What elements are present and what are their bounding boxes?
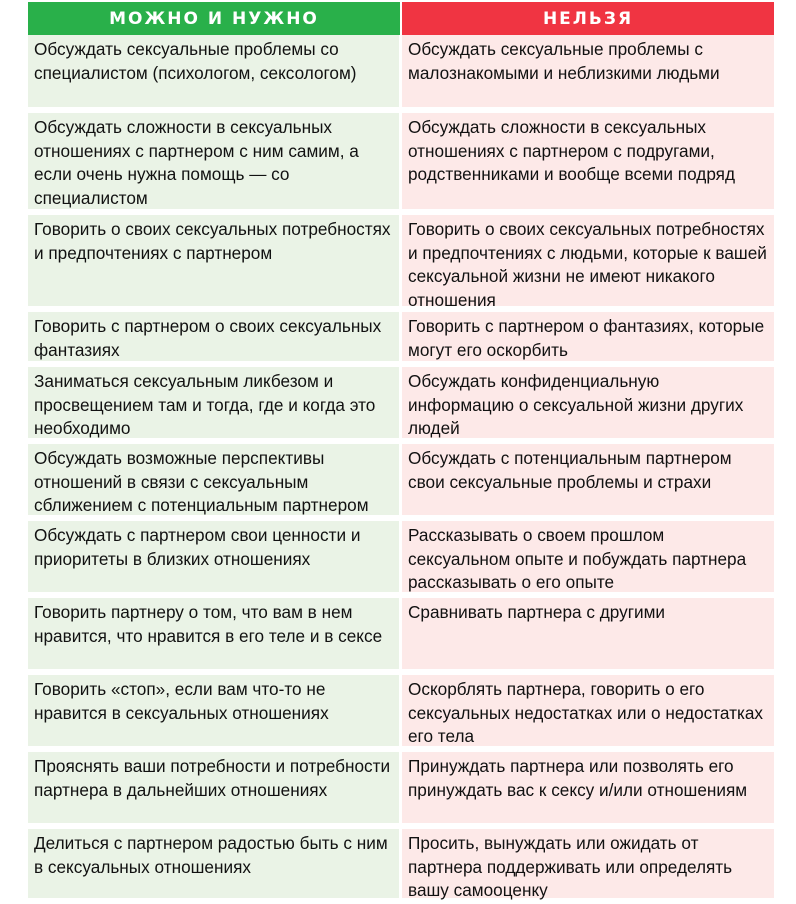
forbidden-cell: Говорить с партнером о фантазиях, которые могут его оскорбить: [402, 312, 774, 367]
forbidden-cell: Обсуждать сексуальные проблемы с малознакомыми и неблизкими людьми: [402, 35, 774, 113]
allowed-cell: Говорить о своих сексуальных потребностях и предпочтениях с партнером: [28, 215, 402, 312]
forbidden-cell: Рассказывать о своем прошлом сексуальном опыте и побуждать партнера рассказывать о его опыте: [402, 521, 774, 598]
forbidden-cell: Принуждать партнера или позволять его принуждать вас к сексу и/или отношениям: [402, 752, 774, 829]
allowed-cell: Говорить партнеру о том, что вам в нем нравится, что нравится в его теле и в сексе: [28, 598, 402, 675]
header-forbidden: НЕЛЬЗЯ: [402, 2, 774, 35]
comparison-table: [28, 2, 774, 904]
allowed-cell: Обсуждать с партнером свои ценности и приоритеты в близких отношениях: [28, 521, 402, 598]
forbidden-cell: Обсуждать конфиденциальную информацию о сексуальной жизни других людей: [402, 367, 774, 444]
header-allowed: МОЖНО И НУЖНО: [28, 2, 402, 35]
forbidden-cell: Обсуждать с потенциальным партнером свои сексуальные проблемы и страхи: [402, 444, 774, 521]
allowed-cell: Говорить «стоп», если вам что-то не нравится в сексуальных отношениях: [28, 675, 402, 752]
allowed-cell: Говорить с партнером о своих сексуальных фантазиях: [28, 312, 402, 367]
forbidden-cell: Говорить о своих сексуальных потребностях и предпочтениях с людьми, которые к вашей сексуальной жизни не имеют никакого отношения: [402, 215, 774, 312]
allowed-cell: Обсуждать сексуальные проблемы со специалистом (психологом, сексологом): [28, 35, 402, 113]
allowed-cell: Обсуждать возможные перспективы отношений в связи с сексуальным сближением с потенциальным партнером: [28, 444, 402, 521]
forbidden-cell: Сравнивать партнера с другими: [402, 598, 774, 675]
forbidden-cell: Просить, вынуждать или ожидать от партнера поддерживать или определять вашу самооценку: [402, 829, 774, 904]
allowed-cell: Заниматься сексуальным ликбезом и просвещением там и тогда, где и когда это необходимо: [28, 367, 402, 444]
allowed-cell: Обсуждать сложности в сексуальных отношениях с партнером с ним самим, а если очень нужна помощь — со специалистом: [28, 113, 402, 215]
forbidden-cell: Оскорблять партнера, говорить о его сексуальных недостатках или о недостатках его тела: [402, 675, 774, 752]
allowed-cell: Делиться с партнером радостью быть с ним в сексуальных отношениях: [28, 829, 402, 904]
allowed-cell: Прояснять ваши потребности и потребности партнера в дальнейших отношениях: [28, 752, 402, 829]
forbidden-cell: Обсуждать сложности в сексуальных отношениях с партнером с подругами, родственниками и вообще всеми подряд: [402, 113, 774, 215]
